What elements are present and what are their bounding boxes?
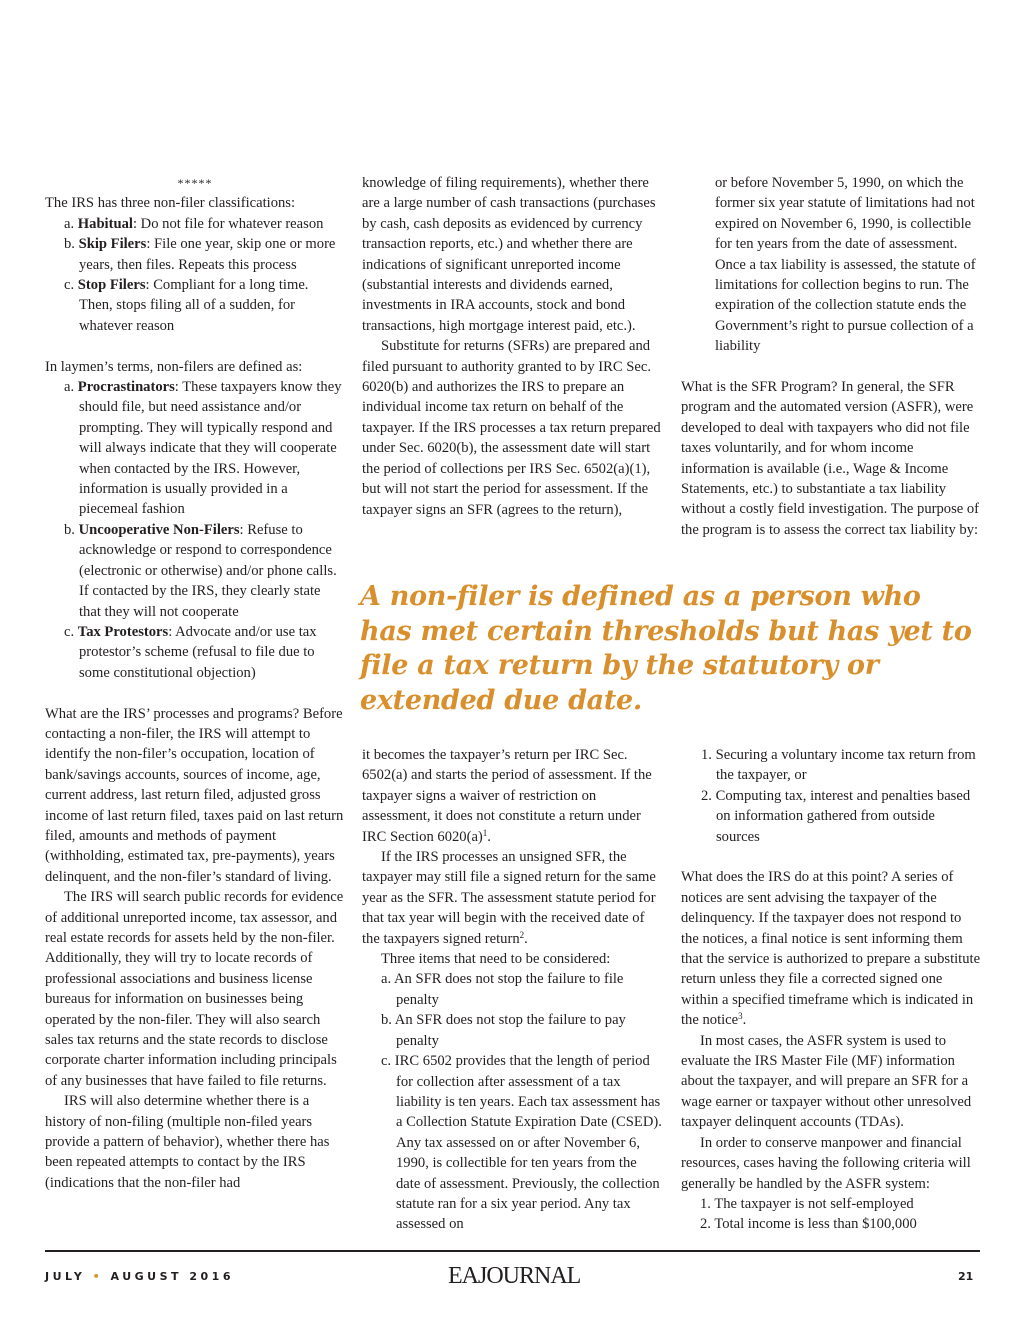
list-item: a. Habitual: Do not file for whatever reason (64, 215, 324, 232)
list-item: b. An SFR does not stop the failure to pay penalty (381, 1012, 626, 1049)
column-2-top (362, 173, 662, 520)
laymen-heading: In laymen’s terms, non-filers are defined as: (45, 358, 303, 375)
column-1 (45, 173, 345, 1193)
criteria-list (681, 1194, 981, 1235)
notices-paragraph: What does the IRS do at this point? A series of notices are sent advising the taxpayer of the delinquency. If the taxpayer does not respond to the notices, a final notice is sent informing them that the service is authorized to prepare a substitute return unless they file a corrected signed one within a specified timeframe which is indicated in the notice$^3$. (681, 869, 981, 1029)
list-item: 2. Computing tax, interest and penalties based on information gathered from outside sources (701, 787, 971, 845)
list-item: b. Skip Filers: File one year, skip one or more years, then files. Repeats this process (64, 236, 336, 273)
footnote-ref: 1 (482, 827, 488, 838)
list-item: 1. Securing a voluntary income tax return from the taxpayer, or (701, 747, 976, 784)
sfr-program-paragraph: What is the SFR Program? In general, the SFR program and the automated version (ASFR), were developed to deal with taxpayers who did not file taxes voluntarily, and for whom income information is available (i.e., Wage & Income Statements, etc.) to substantiate a tax liability without a costly field investigation. The purpose of the program is to assess the correct tax liability by: (681, 379, 980, 538)
history-paragraph: IRS will also determine whether there is a history of non-filing (multiple non-filed years provide a pattern of behavior), whether there has been repeated attempts to contact by the IRS (indications that the non-filer had (45, 1093, 330, 1191)
footnote-ref: 2 (519, 929, 525, 940)
list-item: c. Tax Protestors: Advocate and/or use tax protestor’s scheme (refusal to file due to some constitutional objection) (64, 623, 317, 681)
laymen-list (45, 377, 345, 683)
processes-paragraph: What are the IRS’ processes and programs? Before contacting a non-filer, the IRS will attempt to identify the non-filer’s occupation, location of bank/savings accounts, sources of income, age, current address, last return filed, adjusted gross income of last return filed, taxes paid on last return filed, amounts and methods of payment (withholding, estimated tax, pre-payments), years delinquent, and the non-filer’s standard of living. (45, 705, 344, 885)
items-intro: Three items that need to be considered: (381, 951, 611, 968)
footnote-ref: 3 (738, 1011, 743, 1022)
list-item: 2. Total income is less than $100,000 (700, 1216, 917, 1233)
list-item: c. IRC 6502 provides that the length of period for collection after assessment of a tax liability is ten years. Each tax assessment has a Collection Statute Expiration Date (CSED). Any tax assessed on or after November 6, 1990, is collectible for ten years from the date of assessment. Previously, the collection statute ran for a six year period. Any tax assessed on (381, 1053, 662, 1233)
waiver-paragraph: it becomes the taxpayer’s return per IRC Sec. 6502(a) and starts the period of assessment. If the taxpayer signs a waiver of restriction on assessment, it does not constitute a return under IRC Section $6020(a)^1$. (362, 747, 652, 845)
list-item: c. Stop Filers: Compliant for a long time. Then, stops filing all of a sudden, for whatever reason (64, 277, 309, 334)
list-item: b. Uncooperative Non-Filers: Refuse to acknowledge or respond to correspondence (electronic or otherwise) and/or phone calls. If contacted by the IRS, they clearly state that they will not cooperate (64, 521, 337, 620)
separator-dot: • (92, 1270, 104, 1283)
page-number: 21 (958, 1270, 974, 1283)
classifications-list (45, 214, 345, 336)
issue-date: JULY • AUGUST 2016 (45, 1270, 234, 1283)
column-2-bottom (362, 745, 662, 1235)
continued-list-paragraph: or before November 5, 1990, on which the former six year statute of limitations had not expired on November 6, 1990, is collectible for ten years from the date of assessment. Once a tax liability is assessed, the statute of limitations for collection begins to run. The expiration of the collection statute ends the Government’s right to pursue collection of a liability (715, 175, 976, 355)
list-item: a. Procrastinators: These taxpayers know they should file, but need assistance and/or prompting. They will typically respond and will always indicate that they will cooperate when contacted by the IRS. However, information is usually provided in a piecemeal fashion (64, 379, 342, 518)
sfr-paragraph: Substitute for returns (SFRs) are prepared and filed pursuant to authority granted to by IRC Sec. 6020(b) and authorizes the IRS to prepare an individual income tax return on behalf of the taxpayer. If the IRS processes a tax return prepared under Sec. 6020(b), the assessment date will start the period of collections per IRS Sec. 6502(a)(1), but will not start the period for assessment. If the taxpayer signs an SFR (agrees to the return), (362, 338, 661, 518)
continued-paragraph: knowledge of filing requirements), whether there are a large number of cash transactions (purchases by cash, cash deposits as evidenced by currency transaction reports, etc.) and whether there are indications of significant unreported income (substantial interests and dividends earned, investments in IRA accounts, stock and bond transactions, high mortgage interest paid, etc.). (362, 175, 656, 334)
column-3-bottom (681, 745, 981, 1235)
footer-divider (45, 1250, 980, 1252)
unsigned-sfr-paragraph: If the IRS processes an unsigned SFR, the taxpayer may still file a signed return for the same year as the SFR. The assessment statute period for that tax year will begin with the received date of the taxpayers signed return$^2$. (362, 849, 656, 947)
classifications-heading: The IRS has three non-filer classifications: (45, 195, 296, 212)
journal-logo: EAJOURNAL (448, 1263, 581, 1289)
list-item: a. An SFR does not stop the failure to file penalty (381, 971, 624, 1008)
list-item: 1. The taxpayer is not self-employed (700, 1195, 914, 1212)
pull-quote: A non-filer is defined as a person who has met certain thresholds but has yet to file a tax return by the statutory or extended due date. (360, 581, 972, 716)
search-paragraph: The IRS will search public records for evidence of additional unreported income, tax assessor, and real estate records for assets held by the non-filer. Additionally, they will try to locate records of professional associations and business license bureaus for information on businesses being operated by the non-filer. They will also search sales tax returns and the state records to disclose corporate charter information including principals of any businesses that have failed to file returns. (45, 889, 344, 1089)
purpose-list (681, 745, 981, 847)
asfr-paragraph: In most cases, the ASFR system is used to evaluate the IRS Master File (MF) information about the taxpayer, and will prepare an SFR for a wage earner or taxpayer without other unresolved taxpayer delinquent accounts (TDAs). (681, 1032, 972, 1131)
considerations-list (362, 969, 662, 1234)
criteria-paragraph: In order to conserve manpower and financial resources, cases having the following criteria will generally be handled by the ASFR system: (681, 1134, 971, 1192)
section-separator: ***** (177, 176, 213, 190)
column-3-top (681, 173, 981, 540)
